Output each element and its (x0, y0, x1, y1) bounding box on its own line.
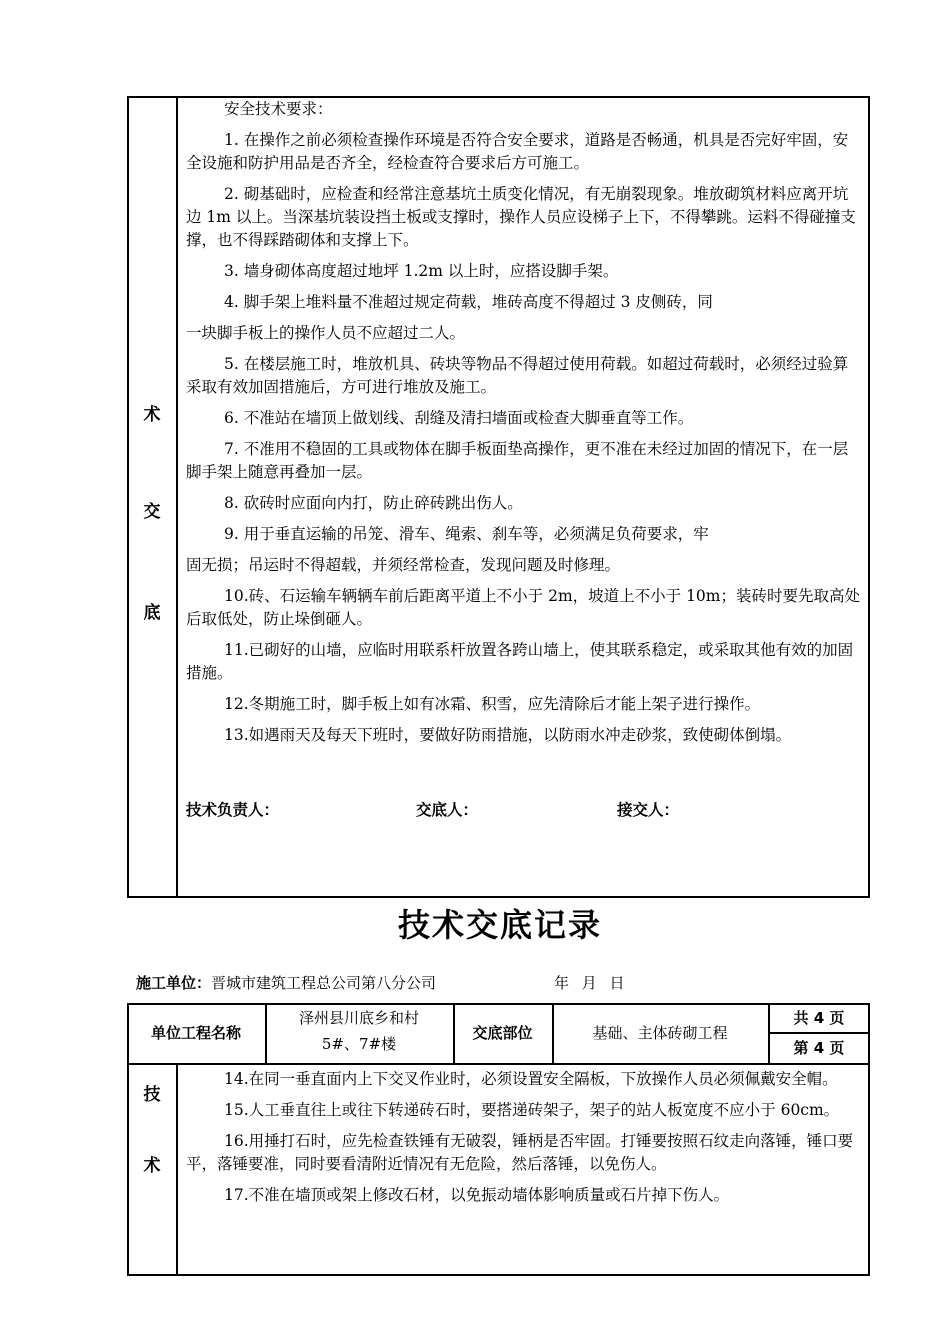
side-label-char: 术 (143, 405, 161, 425)
top-table-divider (176, 96, 178, 898)
project-name-label: 单位工程名称 (150, 1024, 241, 1042)
requirement-item: 8. 砍砖时应面向内打，防止碎砖跳出伤人。 (224, 494, 523, 512)
requirement-item-continued: 一块脚手板上的操作人员不应超过二人。 (186, 324, 466, 342)
requirement-item: 2. 砌基础时，应检查和经常注意基坑土质变化情况，有无崩裂现象。堆放砌筑材料应离开坑边 1m 以上。当深基坑装设挡土板或支撑时，操作人员应设梯子上下，不得攀跳。运料不得碰撞支撑，也不得踩踏砌体和支撑上下。 (186, 185, 856, 249)
signature-receiver: 接交人： (617, 801, 680, 819)
requirement-item: 9. 用于垂直运输的吊笼、滑车、绳索、刹车等，必须满足负荷要求，牢 (224, 525, 709, 543)
side-label-char: 底 (143, 603, 161, 623)
requirement-item-continued: 固无损；吊运时不得超载，并须经常检查，发现问题及时修理。 (186, 556, 621, 574)
date-field: 年 月 日 (554, 974, 625, 992)
signature-handover: 交底人： (416, 801, 479, 819)
construction-unit (136, 972, 436, 993)
requirement-item: 10.砖、石运输车辆辆车前后距离平道上不小于 2m，坡道上不小于 10m；装砖时要先取高处后取低处，防止垛倒砸人。 (186, 587, 860, 628)
requirement-item: 1. 在操作之前必须检查操作环境是否符合安全要求，道路是否畅通，机具是否完好牢固，安全设施和防护用品是否齐全，经检查符合要求后方可施工。 (186, 131, 849, 172)
requirement-item: 16.用捶打石时，应先检查铁锤有无破裂，锤柄是否牢固。打锤要按照石纹走向落锤，锤口要平，落锤要准，同时要看清附近情况有无危险，然后落锤，以免伤人。 (186, 1132, 854, 1173)
total-pages: 共 4 页 (793, 1009, 845, 1027)
header-row-divider (127, 1063, 870, 1065)
requirement-item: 3. 墙身砌体高度超过地坪 1.2m 以上时，应搭设脚手架。 (224, 262, 619, 280)
page-cell-divider (768, 1032, 870, 1034)
bottom-table-divider (176, 1063, 178, 1276)
requirement-item: 13.如遇雨天及每天下班时，要做好防雨措施，以防雨水冲走砂浆，致使砌体倒塌。 (224, 726, 792, 744)
project-name-line: 5#、7#楼 (321, 1035, 397, 1053)
signature-tech-lead: 技术负责人： (186, 801, 280, 819)
construction-unit-label: 施工单位： (136, 974, 212, 992)
project-name-line: 泽州县川底乡和村 (298, 1009, 419, 1027)
requirement-item: 4. 脚手架上堆料量不准超过规定荷载，堆砖高度不得超过 3 皮侧砖，同 (224, 293, 713, 311)
requirement-item: 11.已砌好的山墙，应临时用联系杆放置各跨山墙上，使其联系稳定，或采取其他有效的加固措施。 (186, 641, 854, 682)
page-number: 第 4 页 (793, 1039, 845, 1057)
requirement-item: 7. 不准用不稳固的工具或物体在脚手板面垫高操作，更不准在未经过加固的情况下，在一层脚手架上随意再叠加一层。 (186, 440, 849, 481)
page-title: 技术交底记录 (397, 906, 602, 944)
requirement-item: 12.冬期施工时，脚手板上如有冰霜、积雪，应先清除后才能上架子进行操作。 (224, 695, 761, 713)
requirement-item: 5. 在楼层施工时，堆放机具、砖块等物品不得超过使用荷载。如超过荷载时，必须经过验算采取有效加固措施后，方可进行堆放及施工。 (186, 355, 849, 396)
requirement-item: 6. 不准站在墙顶上做划线、刮缝及清扫墙面或检查大脚垂直等工作。 (224, 409, 694, 427)
safety-requirements (186, 98, 862, 747)
safety-requirements-continued (186, 1068, 862, 1207)
handover-part-label: 交底部位 (472, 1024, 533, 1042)
side-label-char: 交 (143, 502, 161, 522)
side-label-char: 术 (143, 1156, 161, 1176)
requirement-item: 14.在同一垂直面内上下交叉作业时，必须设置安全隔板，下放操作人员必须佩戴安全帽。 (224, 1070, 838, 1088)
handover-part-value: 基础、主体砖砌工程 (592, 1024, 728, 1042)
project-name-value (265, 1005, 453, 1057)
construction-unit-value: 晋城市建筑工程总公司第八分公司 (211, 974, 437, 992)
requirement-item: 17.不准在墙顶或架上修改石材，以免振动墙体影响质量或石片掉下伤人。 (224, 1186, 730, 1204)
requirement-item: 15.人工垂直往上或往下转递砖石时，要搭递砖架子，架子的站人板宽度不应小于 60cm。 (224, 1101, 840, 1119)
section-heading: 安全技术要求： (224, 100, 333, 118)
side-label-char: 技 (143, 1085, 161, 1105)
